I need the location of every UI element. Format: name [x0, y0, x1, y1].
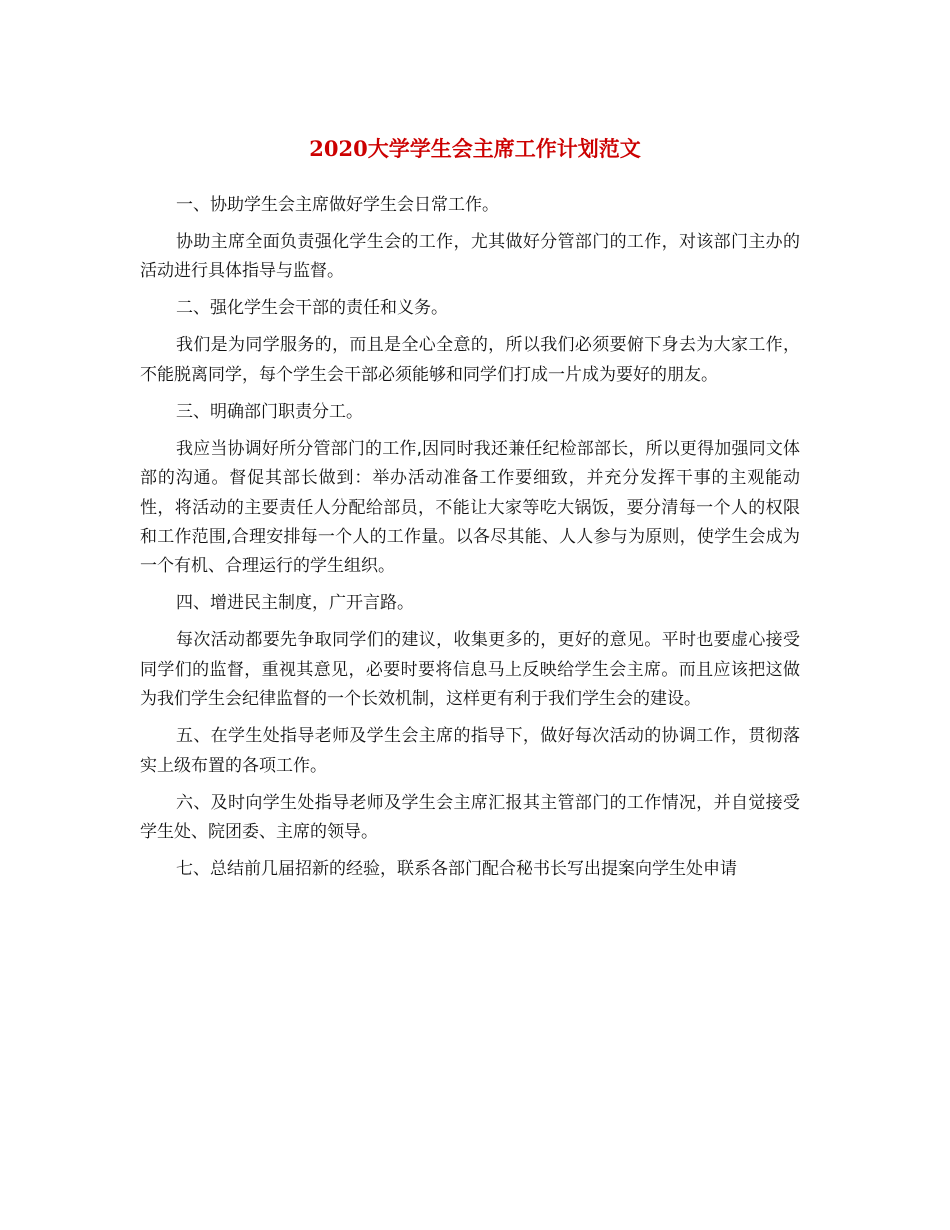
paragraph: 一、协助学生会主席做好学生会日常工作。: [176, 195, 499, 215]
document-body: [140, 191, 800, 892]
paragraph: 六、及时向学生处指导老师及学生会主席汇报其主管部门的工作情况，并自觉接受学生处、院团委、主席的领导。: [140, 792, 800, 843]
document-title: 2020大学学生会主席工作计划范文: [309, 136, 641, 161]
paragraph: 四、增进民主制度，广开言路。: [176, 593, 414, 614]
paragraph: 我们是为同学服务的，而且是全心全意的，所以我们必须要俯下身去为大家工作，不能脱离同学，每个学生会干部必须能够和同学们打成一片成为要好的朋友。: [140, 335, 800, 385]
paragraph: 每次活动都要先争取同学们的建议，收集更多的，更好的意见。平时也要虚心接受同学们的监督，重视其意见，必要时要将信息马上反映给学生会主席。而且应该把这做为我们学生会纪律监督的一个长效机制，这样更有利于我们学生会的建设。: [140, 630, 800, 710]
paragraph: 二、强化学生会干部的责任和义务。: [176, 298, 448, 319]
paragraph: 五、在学生处指导老师及学生会主席的指导下，做好每次活动的协调工作，贯彻落实上级布置的各项工作。: [140, 726, 800, 776]
paragraph: 协助主席全面负责强化学生会的工作，尤其做好分管部门的工作，对该部门主办的活动进行具体指导与监督。: [140, 232, 800, 282]
paragraph: 三、明确部门职责分工。: [176, 401, 363, 422]
paragraph: 七、总结前几届招新的经验，联系各部门配合秘书长写出提案向学生处申请: [176, 859, 737, 880]
paragraph: 我应当协调好所分管部门的工作,因同时我还兼任纪检部部长，所以更得加强同文体部的沟通。督促其部长做到：举办活动准备工作要细致，并充分发挥干事的主观能动性，将活动的主要责任人分配给部员，不能让大家等吃大锅饭，要分清每一个人的权限和工作范围,合理安排每一个人的工作量。以各尽其能、人人参与为原则，使学生会成为一个有机、合理运行的学生组织。: [140, 438, 800, 577]
